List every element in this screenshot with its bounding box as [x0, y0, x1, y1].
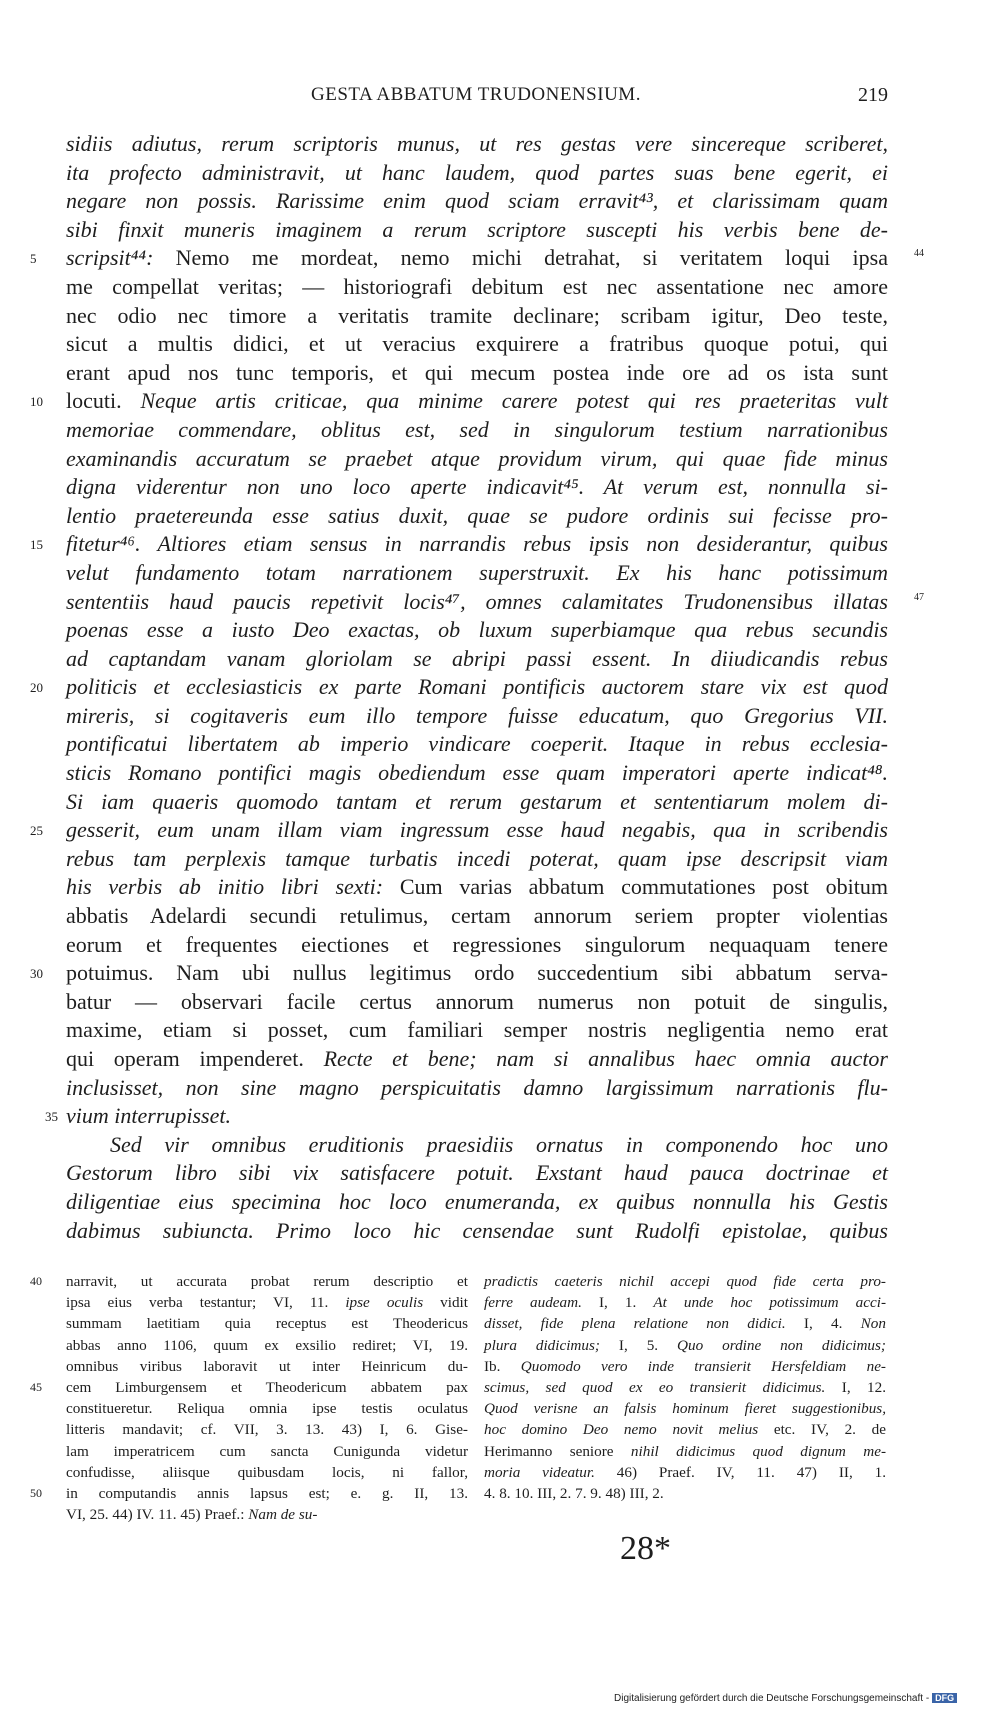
italic-text: Quo ordine non didicimus; [677, 1336, 886, 1354]
footer-text: Digitalisierung gefördert durch die Deutsche Forschungsgemeinschaft - [614, 1693, 930, 1704]
italic-text: poenas esse a iusto Deo exactas, ob luxum superbiamque qua rebus secundis [66, 617, 888, 643]
roman-text: I, 5. [618, 1336, 678, 1354]
roman-text: qui operam impenderet. [66, 1046, 324, 1071]
text-line [66, 159, 888, 188]
roman-text: omnibus viribus laboravit ut inter Heinricum du- [66, 1357, 468, 1375]
footnote-line [484, 1335, 886, 1356]
footnote-line [66, 1462, 468, 1483]
roman-text: constitueretur. Reliqua omnia ipse testis oculatus [66, 1400, 468, 1418]
footnote-line [484, 1441, 886, 1462]
text-line [30, 387, 888, 416]
roman-text: in computandis annis lapsus est; e. g. II, 13. [66, 1484, 468, 1502]
text-line [66, 730, 888, 759]
footnote-line [484, 1356, 886, 1377]
italic-text: Quod verisne an falsis hominum fieret suggestionibus, [484, 1400, 886, 1418]
margin-note-number: 47 [914, 591, 924, 603]
text-line [30, 244, 924, 273]
text-line [66, 273, 888, 302]
footnotes-right-column [484, 1271, 886, 1504]
footnote-line [484, 1271, 886, 1292]
italic-text: Quomodo vero inde transierit Hersfeldiam ne- [520, 1357, 886, 1375]
text-line [66, 902, 888, 931]
roman-text: I, 12. [841, 1378, 887, 1396]
footnote-line [484, 1313, 886, 1334]
roman-text: locuti. [66, 388, 141, 414]
text-line [66, 702, 888, 731]
footnote-line [66, 1356, 468, 1377]
roman-text: I, 1. [598, 1294, 654, 1312]
footer-credit [614, 1693, 957, 1704]
footnote-line [66, 1504, 468, 1525]
roman-text: summam laetitiam quia receptus est Theodericus [66, 1315, 468, 1333]
roman-text: vidit [440, 1294, 468, 1312]
italic-text: hoc domino Deo nemo novit melius [484, 1421, 759, 1439]
line-number: 40 [30, 1274, 42, 1288]
roman-text: batur — observari facile certus annorum numerus non potuit de singulis, [66, 988, 888, 1014]
italic-text: scimus, sed quod ex eo transierit didicimus. [484, 1378, 826, 1396]
italic-text: pontificatui libertatem ab imperio vindicare coeperit. Itaque in rebus ecclesia- [66, 731, 888, 757]
italic-text: ad captandam vanam gloriolam se abripi passi essent. In diiudicandis rebus [66, 645, 888, 671]
italic-text: sibi finxit muneris imaginem a rerum scriptore suscepti his verbis bene de- [66, 216, 888, 242]
roman-text: potuimus. Nam ubi nullus legitimus ordo succedentium sibi abbatum serva- [66, 960, 888, 986]
roman-text: lam imperatricem cum sancta Cunigunda videtur [66, 1442, 468, 1460]
roman-text: etc. IV, 2. de [773, 1421, 886, 1439]
text-line [66, 1016, 888, 1045]
italic-text: rebus tam perplexis tamque turbatis incedi poterat, quam ipse descripsit viam [66, 845, 888, 871]
roman-text: me compellat veritas; — historiografi debitum est nec assentatione nec amore [66, 273, 888, 299]
italic-text: sticis Romano pontifici magis obediendum esse quam imperatori aperte indicat⁴⁸. [66, 760, 888, 786]
page-number: 219 [858, 84, 888, 106]
italic-text: politicis et ecclesiasticis ex parte Romani pontificis auctorem stare vix est quod [66, 674, 888, 700]
text-line [66, 1188, 888, 1217]
text-line [66, 1131, 888, 1160]
footnote-line [30, 1271, 468, 1292]
text-line [30, 816, 888, 845]
roman-text: ipsa eius verba testantur; VI, 11. [66, 1294, 346, 1312]
roman-text: narravit, ut accurata probat rerum descriptio et [66, 1273, 468, 1290]
roman-text: litteris mandavit; cf. VII, 3. 13. 43) I, 6. Gise- [66, 1421, 468, 1439]
line-number: 5 [30, 251, 37, 267]
italic-text: gesserit, eum unam illam viam ingressum esse haud negabis, qua in scribendis [66, 817, 888, 843]
line-number: 45 [30, 1379, 42, 1394]
italic-text: lentio praetereunda esse satius duxit, quae se pudore ordinis sui fecisse pro- [66, 502, 888, 528]
italic-text: scripsit⁴⁴: [66, 245, 176, 271]
italic-text: sententiis haud paucis repetivit locis⁴⁷, omnes calamitates Trudonensibus illatas [66, 588, 888, 614]
roman-text: 46) Praef. IV, 11. 47) II, 1. [616, 1463, 887, 1481]
footnote-line [66, 1441, 468, 1462]
text-line [66, 330, 888, 359]
text-line [66, 645, 888, 674]
line-number: 50 [30, 1485, 42, 1500]
italic-text: Si iam quaeris quomodo tantam et rerum gestarum et sententiarum molem di- [66, 788, 888, 814]
roman-text: Cum varias abbatum commutationes post obitum [399, 874, 888, 900]
roman-text: abbas anno 1106, quum ex exsilio rediret; VI, 19. [66, 1336, 468, 1354]
roman-text: maxime, etiam si posset, cum familiari semper nostris negligentia nemo erat [66, 1017, 888, 1043]
italic-text: memoriae commendare, oblitus est, sed in singulorum testium narrationibus [66, 416, 888, 442]
italic-text: inclusisset, non sine magno perspicuitatis damno largissimum narrationis flu- [66, 1074, 888, 1100]
italic-text: Neque artis criticae, qua minime carere potest qui res praeteritas vult [140, 388, 888, 414]
text-line [66, 873, 888, 902]
italic-text: Sed vir omnibus eruditionis praesidiis ornatus in componendo hoc uno [110, 1131, 888, 1157]
line-number: 20 [30, 680, 43, 696]
roman-text: nec odio nec timore a veritatis tramite declinare; scribam igitur, Deo teste, [66, 302, 888, 328]
italic-text: disset, fide plena relatione non didici. [484, 1315, 786, 1333]
roman-text: Herimanno seniore [484, 1442, 631, 1460]
roman-text: cem Limburgensem et Theodericum abbatem pax [66, 1378, 468, 1396]
footnote-line [484, 1398, 886, 1419]
italic-text: Nam de su- [248, 1506, 318, 1524]
roman-text: 4. 8. 10. III, 2. 7. 9. 48) III, 2. [484, 1484, 664, 1502]
italic-text: Recte et bene; nam si annalibus haec omnia auctor [323, 1046, 888, 1071]
text-line [66, 1045, 888, 1074]
text-line [66, 988, 888, 1017]
text-line [66, 845, 888, 874]
text-line [45, 1102, 888, 1131]
text-line [66, 502, 888, 531]
footnote-line [30, 1377, 468, 1398]
footnote-line [484, 1483, 886, 1504]
text-line [66, 588, 924, 617]
footnote-line [484, 1462, 886, 1483]
text-line [66, 559, 888, 588]
footnote-line [484, 1377, 886, 1398]
footnote-line [484, 1292, 886, 1313]
italic-text: dabimus subiuncta. Primo loco hic censendae sunt Rudolfi epistolae, quibus [66, 1217, 888, 1243]
italic-text: plura didicimus; [484, 1336, 600, 1354]
italic-text: velut fundamento totam narrationem superstruxit. Ex his hanc potissimum [66, 559, 888, 585]
italic-text: nihil didicimus quod dignum me- [630, 1442, 886, 1460]
text-line [66, 759, 888, 788]
roman-text: Ib. [484, 1357, 521, 1375]
text-line [66, 931, 888, 960]
dfg-logo: DFG [932, 1693, 957, 1703]
footnote-line [66, 1398, 468, 1419]
text-line [30, 530, 888, 559]
roman-text: I, 4. [803, 1315, 861, 1333]
running-head [64, 84, 888, 110]
footnotes-left-column [30, 1271, 468, 1525]
text-line [66, 187, 888, 216]
italic-text: digna viderentur non uno loco aperte indicavit⁴⁵. At verum est, nonnulla si- [66, 474, 888, 500]
line-number: 15 [30, 537, 43, 553]
text-line [66, 130, 888, 159]
footnote-line [484, 1419, 886, 1440]
roman-text: erant apud nos tunc temporis, et qui mecum postea inde ore ad os ista sunt [66, 359, 888, 385]
footnote-line [66, 1313, 468, 1334]
text-line [66, 445, 888, 474]
italic-text: pradictis caeteris nichil accepi quod fide certa pro- [484, 1273, 886, 1290]
text-line [66, 616, 888, 645]
roman-text: sicut a multis didici, et ut veracius exquirere a fratribus quoque potui, qui [66, 331, 888, 357]
text-line [66, 473, 888, 502]
footnote-line [66, 1292, 468, 1313]
text-line [66, 216, 888, 245]
italic-text: ita profecto administravit, ut hanc laudem, quod partes suas bene egerit, ei [66, 159, 888, 185]
text-line [66, 302, 888, 331]
italic-text: examinandis accuratum se praebet atque providum virum, qui quae fide minus [66, 445, 888, 471]
line-number: 25 [30, 823, 43, 839]
roman-text: abbatis Adelardi secundi retulimus, certam annorum seriem propter violentias [66, 903, 888, 929]
roman-text: VI, 25. 44) IV. 11. 45) Praef.: [66, 1506, 249, 1524]
italic-text: Gestorum libro sibi vix satisfacere potuit. Exstant haud pauca doctrinae et [66, 1160, 888, 1186]
roman-text: eorum et frequentes eiectiones et regressiones singulorum nequaquam tenere [66, 931, 888, 957]
line-number: 30 [30, 966, 43, 982]
italic-text: ipse oculis [345, 1294, 424, 1312]
italic-text: diligentiae eius specimina hoc loco enumeranda, ex quibus nonnulla his Gestis [66, 1188, 888, 1214]
line-number: 10 [30, 394, 43, 410]
italic-text: sidiis adiutus, rerum scriptoris munus, ut res gestas vere sincereque scriberet, [66, 131, 888, 156]
line-number: 35 [45, 1109, 58, 1125]
margin-note-number: 44 [914, 248, 924, 260]
signature-mark: 28* [620, 1530, 671, 1567]
italic-text: vium interrupisset. [66, 1103, 231, 1129]
footnote-line [66, 1419, 468, 1440]
italic-text: At unde hoc potissimum acci- [653, 1294, 887, 1312]
text-line [66, 1217, 888, 1246]
roman-text: Nemo me mordeat, nemo michi detrahat, si veritatem loqui ipsa [175, 245, 888, 271]
text-line [66, 788, 888, 817]
text-line [66, 359, 888, 388]
italic-text: ferre audeam. [484, 1294, 582, 1312]
roman-text: confudisse, aliisque quibusdam locis, ni fallor, [66, 1463, 468, 1481]
running-title: GESTA ABBATUM TRUDONENSIUM. [311, 84, 641, 105]
italic-text: negare non possis. Rarissime enim quod sciam erravit⁴³, et clarissimam quam [66, 188, 888, 214]
footnote-line [66, 1335, 468, 1356]
text-line [66, 1159, 888, 1188]
italic-text: moria videatur. [484, 1463, 595, 1481]
footnote-line [30, 1483, 468, 1504]
text-line [66, 1074, 888, 1103]
italic-text: mireris, si cogitaveris eum illo tempore fuisse educatum, quo Gregorius VII. [66, 702, 888, 728]
main-text [30, 130, 924, 1245]
italic-text: Non [860, 1315, 886, 1333]
text-line [30, 673, 888, 702]
italic-text: his verbis ab initio libri sexti: [66, 874, 400, 900]
italic-text: fitetur⁴⁶. Altiores etiam sensus in narrandis rebus ipsis non desiderantur, quibus [66, 531, 888, 557]
text-line [66, 416, 888, 445]
text-line [30, 959, 888, 988]
